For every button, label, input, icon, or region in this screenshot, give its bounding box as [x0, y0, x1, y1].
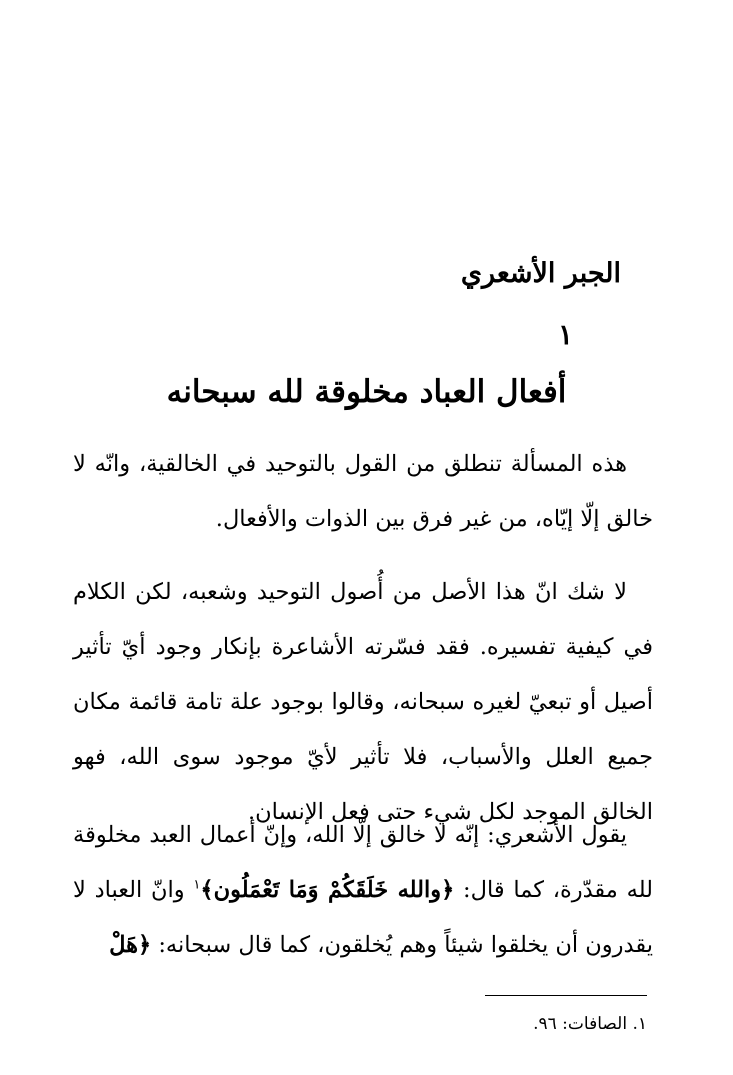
chapter-number: ١ — [557, 318, 573, 351]
quran-verse-continued: ﴿هَلْ — [109, 932, 152, 958]
paragraph-1-text: هذه المسألة تنطلق من القول بالتوحيد في الخالقية، وانّه لا خالق إلّا إيّاه، من غير فرق بين الذوات والأفعال. — [73, 451, 653, 532]
paragraph-2-text: لا شك انّ هذا الأصل من أُصول التوحيد وشعبه، لكن الكلام في كيفية تفسيره. فقد فسّرته الأشاعرة بإنكار وجود أيّ تأثير أصيل أو تبعيّ لغيره سبحانه، وقالوا بوجود علة تامة قائمة مكان جميع العلل والأسباب، فلا تأثير لأيّ موجود سوى الله، فهو الخالق الموجد لكل شيء حتى فعل الإنسان. — [73, 579, 653, 825]
paragraph-3 — [73, 808, 653, 973]
paragraph-3-text-before: يقول الأشعري: إنّه لا خالق إلّا الله، وإنّ أعمال العبد مخلوقة لله مقدّرة، كما قال: — [73, 822, 654, 903]
paragraph-3-text-after: وانّ العباد لا يقدرون أن يخلقوا شيئاً وهم يُخلقون، كما قال سبحانه: — [73, 877, 653, 958]
section-heading: الجبر الأشعري — [460, 258, 621, 289]
footnote: ١. الصافات: ٩٦. — [533, 1014, 647, 1034]
paragraph-2 — [73, 565, 653, 840]
footnote-marker[interactable]: ١ — [193, 877, 201, 893]
paragraph-1 — [73, 437, 653, 547]
quran-verse: ﴿والله خَلَقَكُمْ وَمَا تَعْمَلُون﴾ — [200, 877, 455, 903]
footnote-divider — [485, 995, 647, 996]
chapter-title: أفعال العباد مخلوقة لله سبحانه — [166, 374, 567, 410]
